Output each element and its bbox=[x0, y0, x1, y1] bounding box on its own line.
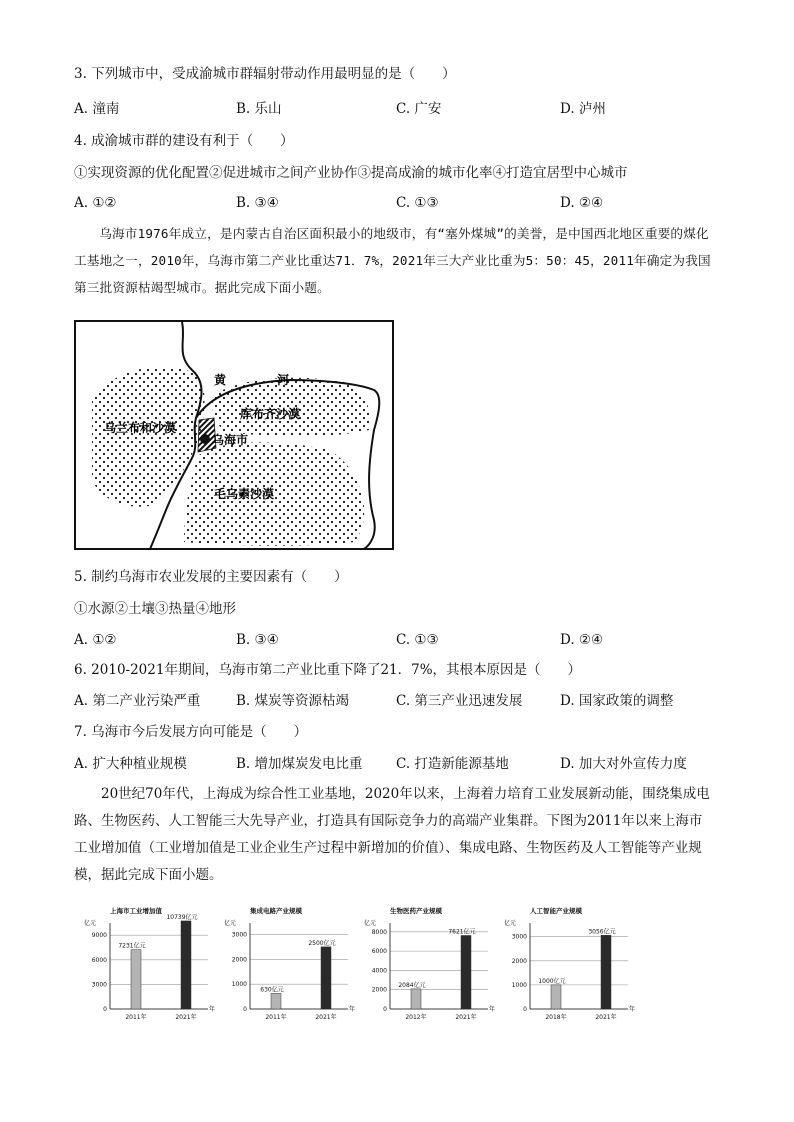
chart-bar-2-0 bbox=[411, 989, 421, 1009]
passage-wuhai: 乌海市1976年成立，是内蒙古自治区面积最小的地级市，有“塞外煤城”的美誉，是中国西北地区重要的煤化工基地之一，2010年，乌海市第二产业比重达71．7%，2021年三大产业比重为5：50：45，2011年确定为我国第三批资源枯竭型城市。据此完成下面小题。 bbox=[74, 226, 711, 295]
chart-ytick-2-4: 8000 bbox=[371, 928, 387, 936]
q6-option-a: A. 第二产业污染严重 bbox=[74, 693, 201, 709]
shanghai-industry-charts bbox=[80, 905, 640, 1025]
map-label-kubuqi: 库布齐沙漠 bbox=[240, 407, 301, 421]
chart-ytick-3-3: 3000 bbox=[511, 933, 527, 941]
q5-stem: 5. 制约乌海市农业发展的主要因素有（ ） bbox=[74, 569, 348, 585]
chart-ytick-0-1: 3000 bbox=[91, 981, 107, 989]
q7-option-b: B. 增加煤炭发电比重 bbox=[236, 756, 363, 772]
q3-option-a: A. 潼南 bbox=[74, 101, 120, 117]
chart-ytick-0-2: 6000 bbox=[91, 956, 107, 964]
chart-data-label-0-1: 10739亿元 bbox=[166, 913, 198, 921]
chart-xunit-0: 年 bbox=[209, 1006, 216, 1013]
chart-ytick-2-1: 2000 bbox=[371, 986, 387, 994]
q4-option-c: C. ①③ bbox=[396, 195, 439, 211]
q5-option-b: B. ③④ bbox=[236, 632, 279, 648]
passage-shanghai: 20世纪70年代，上海成为综合性工业基地，2020年以来，上海着力培育工业发展新动能，围绕集成电路、生物医药、人工智能三大先导产业，打造具有国际竞争力的高端产业集群。下图为2011年以来上海市工业增加值（工业增加值是工业企业生产过程中新增加的价值）、集成电路、生物医药及人工智能等产业规模，据此完成下面小题。 bbox=[74, 786, 710, 883]
chart-category-1-1: 2021年 bbox=[315, 1014, 337, 1021]
q3-option-b: B. 乐山 bbox=[236, 101, 282, 117]
q5-option-d: D. ②④ bbox=[560, 632, 604, 648]
chart-bar-0-0 bbox=[131, 950, 141, 1009]
chart-bar-2-1 bbox=[461, 935, 471, 1009]
q6-option-c: C. 第三产业迅速发展 bbox=[396, 693, 523, 709]
q7-option-d: D. 加大对外宣传力度 bbox=[560, 756, 687, 772]
chart-bar-3-0 bbox=[551, 985, 561, 1009]
maowusu-desert-area bbox=[184, 442, 364, 545]
chart-ytick-2-0: 0 bbox=[383, 1006, 387, 1013]
chart-bar-1-0 bbox=[271, 993, 281, 1009]
chart-data-label-0-0: 7231亿元 bbox=[118, 942, 146, 950]
chart-ytick-1-3: 3000 bbox=[231, 931, 247, 939]
chart-category-3-0: 2018年 bbox=[545, 1014, 567, 1021]
chart-data-label-2-0: 2084亿元 bbox=[398, 981, 426, 989]
q4-option-d: D. ②④ bbox=[560, 195, 604, 211]
chart-category-0-1: 2021年 bbox=[175, 1014, 197, 1021]
chart-title-0: 上海市工业增加值 bbox=[110, 907, 162, 915]
q7-option-a: A. 扩大种植业规模 bbox=[74, 756, 187, 772]
chart-ylabel-3: 亿元 bbox=[504, 920, 517, 927]
chart-data-label-1-0: 630亿元 bbox=[260, 986, 284, 994]
chart-bar-3-1 bbox=[601, 935, 611, 1009]
chart-category-2-1: 2021年 bbox=[455, 1014, 477, 1021]
chart-ytick-3-0: 0 bbox=[523, 1006, 527, 1013]
map-label-wuhai: 乌海市 bbox=[212, 433, 249, 447]
q6-option-d: D. 国家政策的调整 bbox=[560, 693, 674, 709]
chart-ytick-2-2: 4000 bbox=[371, 967, 387, 975]
chart-ytick-0-3: 9000 bbox=[91, 932, 107, 940]
q4-items: ①实现资源的优化配置②促进城市之间产业协作③提高成渝的城市化率④打造宜居型中心城市 bbox=[74, 165, 628, 181]
chart-data-label-1-1: 2500亿元 bbox=[308, 939, 336, 947]
map-label-he: 河 bbox=[277, 373, 290, 387]
q5-option-a: A. ①② bbox=[74, 632, 117, 648]
q6-stem: 6. 2010-2021年期间，乌海市第二产业比重下降了21．7%，其根本原因是（ ） bbox=[74, 662, 582, 678]
q7-option-c: C. 打造新能源基地 bbox=[396, 756, 509, 772]
chart-ylabel-1: 亿元 bbox=[224, 920, 237, 927]
chart-ytick-0-0: 0 bbox=[103, 1006, 107, 1013]
q5-option-c: C. ①③ bbox=[396, 632, 439, 648]
chart-xunit-1: 年 bbox=[349, 1006, 356, 1013]
chart-xunit-2: 年 bbox=[489, 1006, 496, 1013]
chart-category-1-0: 2011年 bbox=[265, 1014, 287, 1021]
chart-ytick-1-0: 0 bbox=[243, 1006, 247, 1013]
chart-data-label-3-0: 1000亿元 bbox=[538, 977, 566, 985]
q4-option-b: B. ③④ bbox=[236, 195, 279, 211]
chart-title-1: 集成电路产业规模 bbox=[250, 907, 302, 915]
chart-ytick-1-1: 1000 bbox=[231, 981, 247, 989]
chart-ytick-3-1: 1000 bbox=[511, 981, 527, 989]
chart-ytick-3-2: 2000 bbox=[511, 957, 527, 965]
chart-data-label-3-1: 3056亿元 bbox=[588, 928, 616, 936]
chart-xunit-3: 年 bbox=[629, 1006, 636, 1013]
q4-option-a: A. ①② bbox=[74, 195, 117, 211]
chart-ytick-2-3: 6000 bbox=[371, 948, 387, 956]
chart-title-3: 人工智能产业规模 bbox=[530, 907, 582, 915]
chart-data-label-2-1: 7621亿元 bbox=[448, 928, 476, 936]
q6-option-b: B. 煤炭等资源枯竭 bbox=[236, 693, 350, 709]
map-label-wulanbuhe: 乌兰布和沙漠 bbox=[104, 421, 177, 435]
q3-option-c: C. 广安 bbox=[396, 101, 442, 117]
chart-ylabel-0: 亿元 bbox=[84, 920, 97, 927]
q4-stem: 4. 成渝城市群的建设有利于（ ） bbox=[74, 133, 294, 149]
chart-bar-0-1 bbox=[181, 921, 191, 1009]
chart-category-3-1: 2021年 bbox=[595, 1014, 617, 1021]
q3-option-d: D. 泸州 bbox=[560, 101, 606, 117]
chart-ytick-1-2: 2000 bbox=[231, 956, 247, 964]
chart-bar-1-1 bbox=[321, 947, 331, 1009]
map-label-maowusu: 毛乌素沙漠 bbox=[214, 487, 275, 501]
wuhai-map bbox=[74, 320, 394, 550]
chart-title-2: 生物医药产业规模 bbox=[390, 907, 442, 915]
wuhai-city-dot bbox=[200, 434, 210, 444]
q7-stem: 7. 乌海市今后发展方向可能是（ ） bbox=[74, 724, 308, 740]
q3-stem: 3. 下列城市中，受成渝城市群辐射带动作用最明显的是（ ） bbox=[74, 66, 456, 82]
chart-ylabel-2: 亿元 bbox=[364, 920, 377, 927]
chart-category-2-0: 2012年 bbox=[405, 1014, 427, 1021]
chart-category-0-0: 2011年 bbox=[125, 1014, 147, 1021]
map-label-huang: 黄 bbox=[214, 373, 227, 387]
q5-items: ①水源②土壤③热量④地形 bbox=[74, 601, 236, 617]
